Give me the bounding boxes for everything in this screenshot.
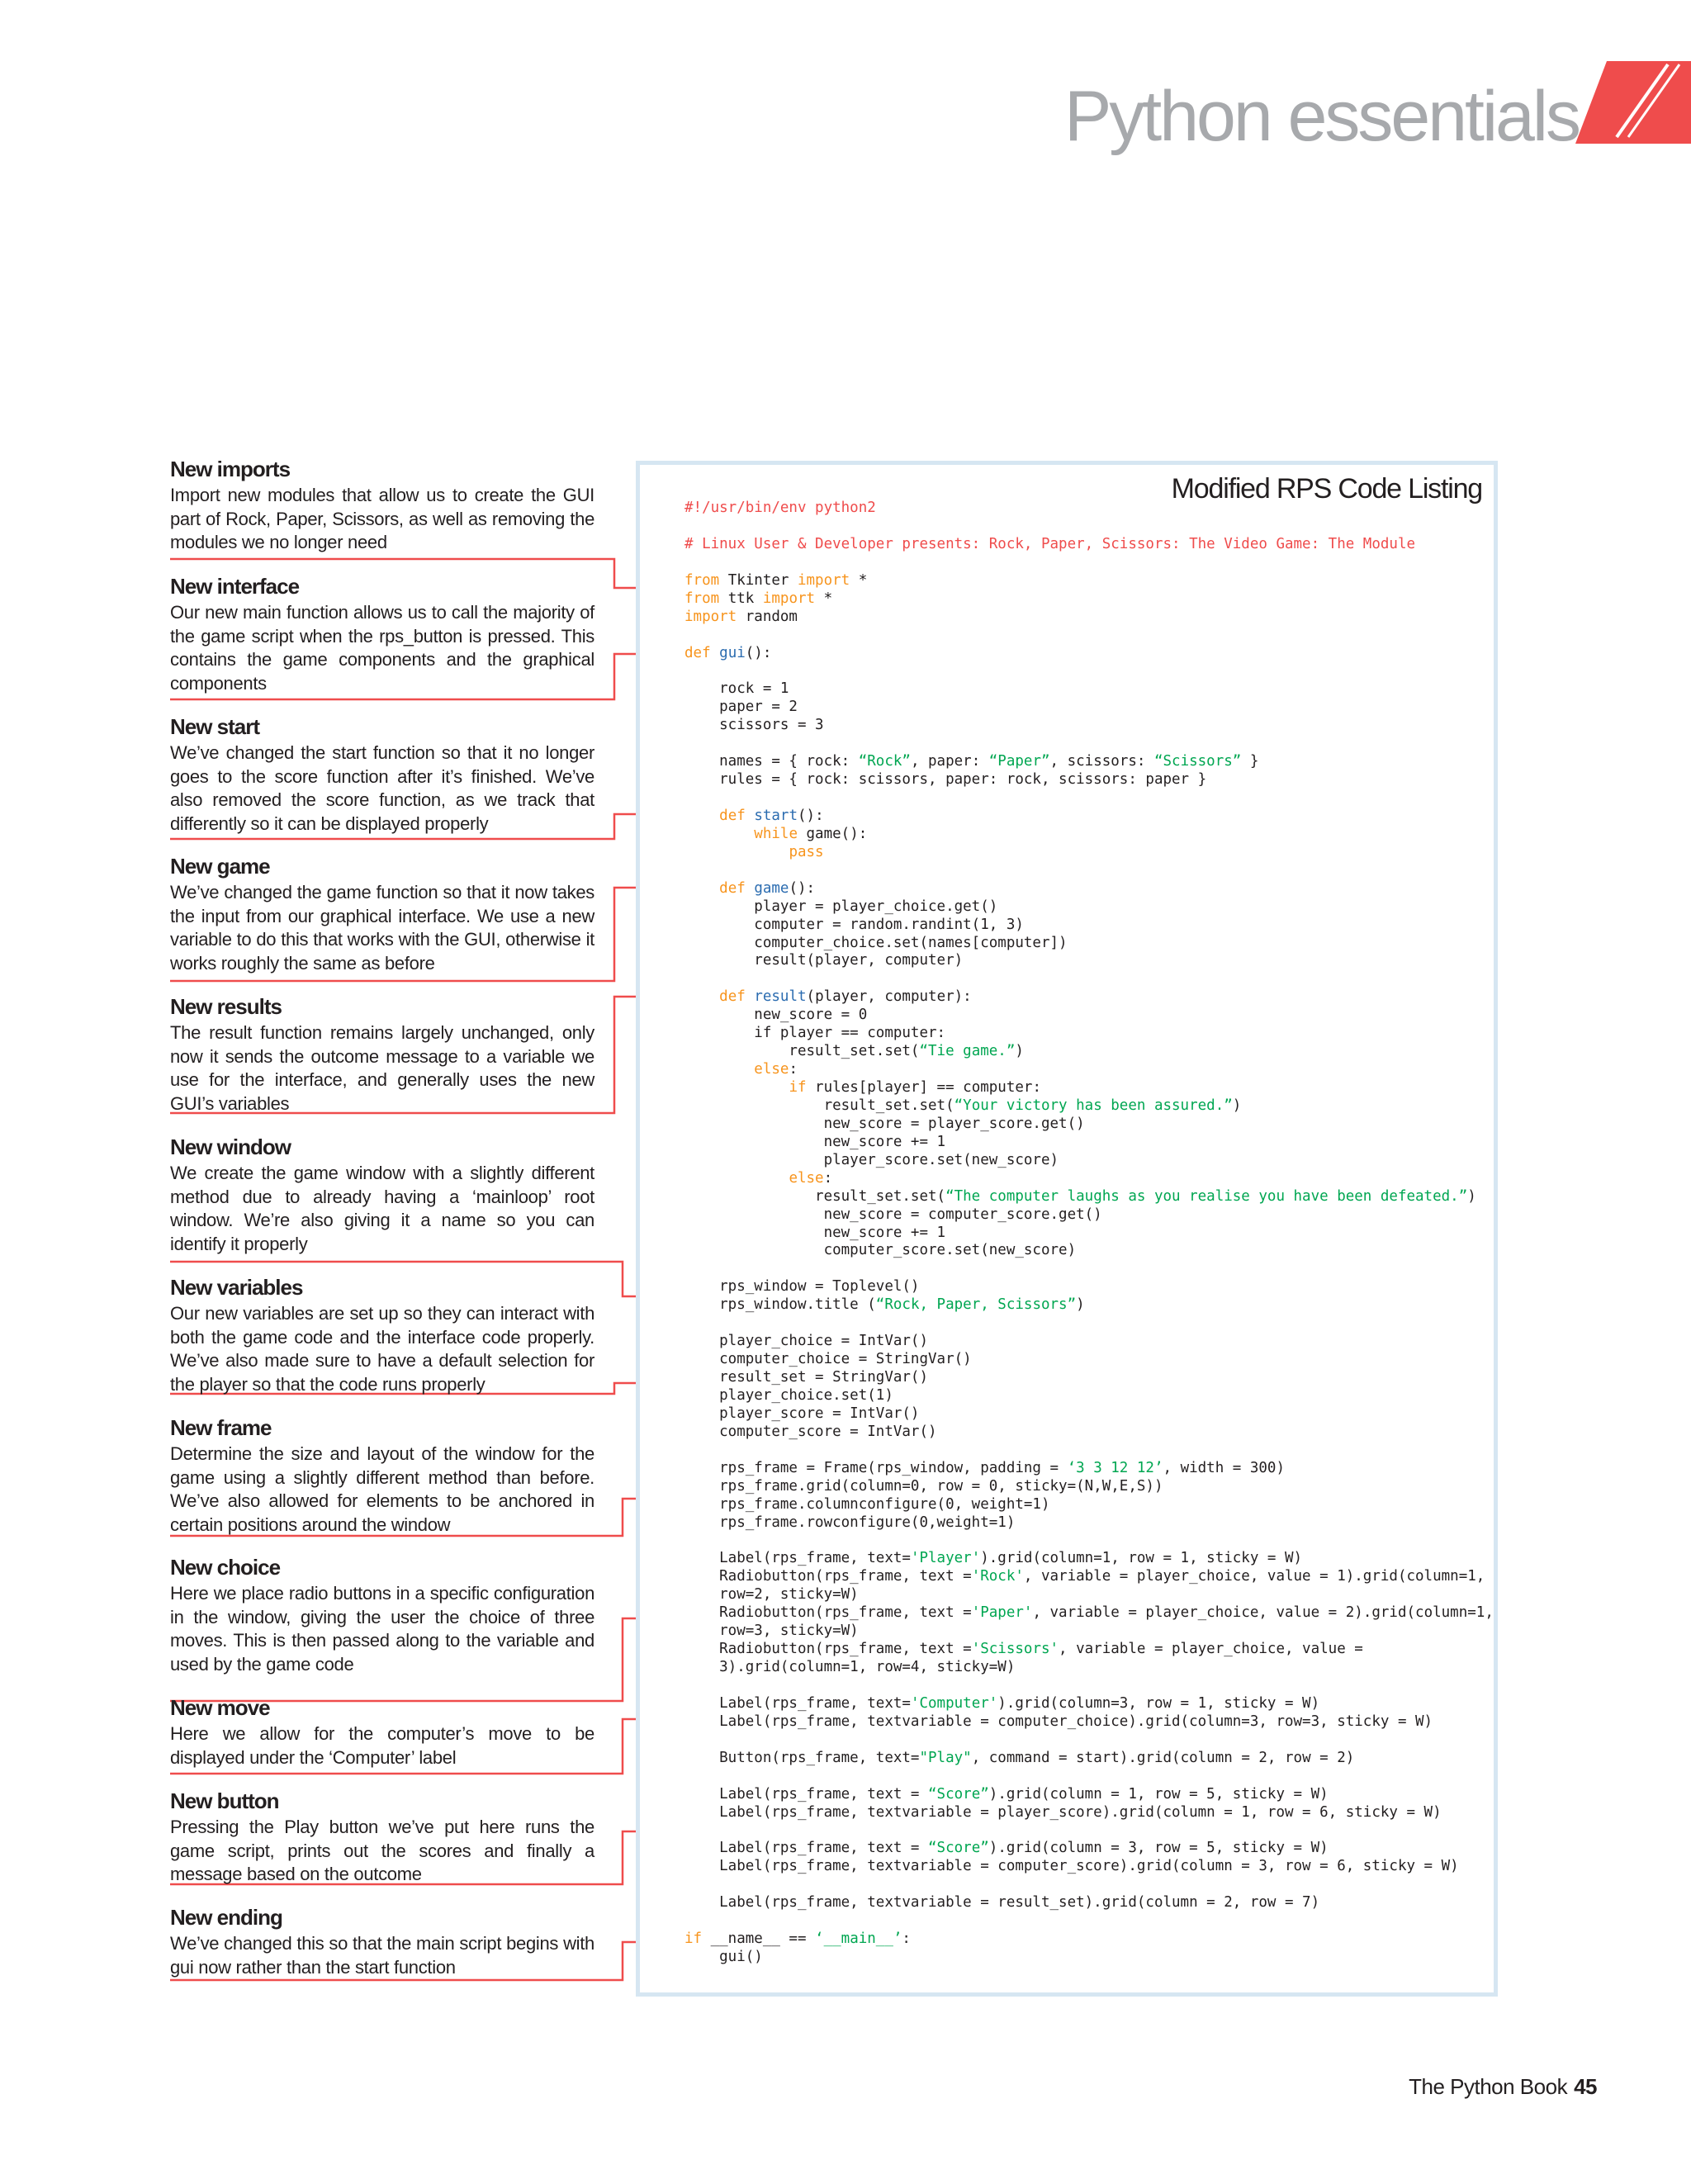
code-line <box>684 1532 1494 1550</box>
code-line <box>684 1840 1494 1858</box>
code-line <box>684 1822 1494 1840</box>
annotation-note <box>170 1134 594 1256</box>
code-token: Tkinter <box>719 571 798 589</box>
code-token: Radiobutton(rps_frame, text = <box>684 1568 972 1585</box>
code-line <box>684 1568 1494 1586</box>
code-token: game(): <box>797 825 868 842</box>
code-token: } <box>1241 753 1259 770</box>
annotation-heading: New button <box>170 1788 279 1813</box>
code-line <box>684 1641 1494 1659</box>
code-line <box>684 735 1494 753</box>
code-token: from <box>684 571 720 589</box>
code-token <box>684 1170 789 1187</box>
code-token: if <box>684 1931 703 1948</box>
code-line <box>684 1188 1494 1206</box>
code-token: player_score = IntVar() <box>684 1405 920 1422</box>
code-token: Radiobutton(rps_frame, text = <box>684 1604 972 1622</box>
code-line <box>684 680 1494 699</box>
code-token: “Score” <box>928 1785 989 1803</box>
annotation-text: Our new main function allows us to call the majority of the game script when the rps_button is pressed. This contains the game components and the graphical components <box>170 602 594 694</box>
code-token: Label(rps_frame, text= <box>684 1550 911 1567</box>
code-token: result_set.set( <box>684 1043 920 1060</box>
annotation-heading: New frame <box>170 1415 272 1440</box>
page-footer <box>1409 2074 1597 2100</box>
code-line <box>684 1768 1494 1786</box>
code-token: 'Player' <box>910 1550 981 1567</box>
code-line <box>684 609 1494 627</box>
code-line <box>684 1496 1494 1514</box>
code-line <box>684 1260 1494 1278</box>
code-line <box>684 1732 1494 1750</box>
code-token: ) <box>1467 1187 1476 1205</box>
annotation-heading: New variables <box>170 1275 303 1300</box>
code-line <box>684 1894 1494 1912</box>
code-token: (): <box>745 644 772 661</box>
code-token: rules[player] == computer: <box>806 1079 1041 1096</box>
code-token: def <box>684 644 711 661</box>
code-token: “Score” <box>928 1840 989 1857</box>
code-token: rps_frame.grid(column=0, row = 0, sticky=(N,W,E,S)) <box>684 1477 1163 1495</box>
annotation-heading: New ending <box>170 1905 282 1930</box>
code-token: player_choice.set(1) <box>684 1386 893 1404</box>
code-token: result_set.set( <box>684 1187 946 1205</box>
code-line <box>684 1007 1494 1025</box>
code-token: row=3, sticky=W) <box>684 1623 859 1640</box>
code-token: else <box>754 1061 789 1078</box>
code-token: new_score += 1 <box>684 1224 946 1241</box>
code-line <box>684 1586 1494 1604</box>
annotation-heading: New results <box>170 994 282 1019</box>
code-token <box>684 1079 789 1096</box>
code-line <box>684 1442 1494 1460</box>
code-token: * <box>850 571 868 589</box>
annotation-heading: New move <box>170 1695 270 1720</box>
code-token: ttk <box>719 590 763 607</box>
code-token: “Scissors” <box>1153 753 1242 770</box>
code-line <box>684 880 1494 898</box>
code-token: new_score = computer_score.get() <box>684 1206 1102 1223</box>
code-token: player_score.set(new_score) <box>684 1151 1059 1168</box>
code-token: pass <box>789 843 824 860</box>
section-title: Python essentials <box>1063 77 1579 156</box>
code-line <box>684 554 1494 572</box>
code-line <box>684 1333 1494 1351</box>
code-token: : <box>789 1061 798 1078</box>
code-line <box>684 862 1494 880</box>
code-token: ).grid(column=3, row = 1, sticky = W) <box>997 1694 1320 1712</box>
code-line <box>684 1786 1494 1804</box>
code-line <box>684 1170 1494 1188</box>
code-line <box>684 1478 1494 1496</box>
code-token: import <box>797 571 850 589</box>
code-token: result(player, computer) <box>684 952 964 969</box>
code-token: 'Computer' <box>910 1694 998 1712</box>
code-line <box>684 590 1494 609</box>
code-token: new_score += 1 <box>684 1133 946 1150</box>
code-token <box>684 880 719 897</box>
code-token: rps_frame = Frame(rps_window, padding = <box>684 1459 1068 1476</box>
code-token: ) <box>1076 1296 1085 1314</box>
code-token: 'Scissors' <box>971 1641 1059 1658</box>
code-line <box>684 1351 1494 1369</box>
code-token: player = player_choice.get() <box>684 898 998 915</box>
annotation-text: We’ve changed the start function so that it no longer goes to the score function after it’s finished. We’ve also removed the score function, as we track that differently so it can be displayed properly <box>170 742 594 834</box>
code-line <box>684 1315 1494 1333</box>
code-line <box>684 1278 1494 1296</box>
code-line <box>684 717 1494 735</box>
code-line <box>684 898 1494 917</box>
code-block <box>684 500 1494 1967</box>
code-token: computer = random.randint(1, 3) <box>684 916 1024 933</box>
code-token: row=2, sticky=W) <box>684 1586 859 1604</box>
code-token: ).grid(column=1, row = 1, sticky = W) <box>980 1550 1303 1567</box>
code-token: Label(rps_frame, text = <box>684 1785 929 1803</box>
code-line <box>684 536 1494 554</box>
code-line <box>684 771 1494 789</box>
code-token: “Your victory has been assured.” <box>954 1097 1233 1114</box>
code-token: result_set = StringVar() <box>684 1369 929 1386</box>
code-line <box>684 789 1494 808</box>
code-line <box>684 1713 1494 1732</box>
code-line <box>684 1387 1494 1405</box>
code-line <box>684 1623 1494 1641</box>
code-token: new_score = 0 <box>684 1007 868 1024</box>
code-token: , variable = player_choice, value = <box>1059 1641 1363 1658</box>
code-line <box>684 1931 1494 1949</box>
annotation-text: We create the game window with a slightly different method due to already having a ‘mainloop’ root window. We’re also giving it a name so you can identify it properly <box>170 1163 594 1254</box>
code-token: rules = { rock: scissors, paper: rock, scissors: paper } <box>684 771 1207 789</box>
code-token: while <box>754 825 798 842</box>
code-token: result <box>754 988 807 1006</box>
code-token <box>746 880 755 897</box>
annotation-heading: New choice <box>170 1555 281 1580</box>
code-line <box>684 970 1494 988</box>
annotation-note <box>170 1694 594 1769</box>
code-line <box>684 826 1494 844</box>
code-line <box>684 1206 1494 1225</box>
code-line <box>684 1695 1494 1713</box>
annotation-text: We’ve changed the game function so that it now takes the input from our graphical interface. We use a new variable to do this that works with the GUI, otherwise it works roughly the same as before <box>170 882 594 974</box>
annotation-note <box>170 1274 594 1396</box>
code-token: rps_frame.rowconfigure(0,weight=1) <box>684 1514 1016 1531</box>
code-token: 'Paper' <box>971 1604 1033 1622</box>
code-token: paper = 2 <box>684 699 798 716</box>
code-line <box>684 1405 1494 1424</box>
code-token: , paper: <box>910 753 989 770</box>
code-token: ) <box>1232 1097 1242 1114</box>
code-token: 'Rock' <box>971 1568 1024 1585</box>
annotation-heading: New game <box>170 854 270 879</box>
code-token: Label(rps_frame, textvariable = computer_choice).grid(column=3, row=3, sticky = W) <box>684 1713 1433 1730</box>
code-token: “Tie game.” <box>919 1043 1016 1060</box>
page-number: 45 <box>1574 2074 1597 2099</box>
code-token: (player, computer): <box>806 988 972 1006</box>
code-line <box>684 1424 1494 1442</box>
code-token: from <box>684 590 720 607</box>
code-token: if <box>789 1079 807 1096</box>
code-token: , variable = player_choice, value = 2).grid(column=1, <box>1032 1604 1494 1622</box>
code-token: __name__ == <box>702 1931 816 1948</box>
code-token: rps_window = Toplevel() <box>684 1278 920 1296</box>
code-token: : <box>823 1169 833 1187</box>
annotation-text: Pressing the Play button we’ve put here runs the game script, prints out the scores and finally a message based on the outcome <box>170 1817 594 1884</box>
code-line <box>684 1097 1494 1116</box>
code-token: new_score = player_score.get() <box>684 1115 1085 1132</box>
annotation-note <box>170 1904 594 1979</box>
code-token: ‘3 3 12 12’ <box>1067 1459 1163 1476</box>
code-line <box>684 1804 1494 1822</box>
code-token: names = { rock: <box>684 753 859 770</box>
code-line <box>684 1369 1494 1387</box>
code-token: “The computer laughs as you realise you have been defeated.” <box>945 1187 1468 1205</box>
code-token: , width = 300) <box>1163 1459 1286 1476</box>
code-token: random <box>737 608 798 625</box>
code-token: def <box>719 879 746 897</box>
code-line <box>684 518 1494 536</box>
code-line <box>684 753 1494 771</box>
annotation-heading: New window <box>170 1135 291 1159</box>
code-line <box>684 1134 1494 1152</box>
code-token: Label(rps_frame, text= <box>684 1694 911 1712</box>
code-line <box>684 699 1494 717</box>
code-token: Label(rps_frame, textvariable = result_set).grid(column = 2, row = 7) <box>684 1894 1320 1912</box>
code-token: game <box>754 879 789 897</box>
annotation-heading: New start <box>170 714 260 739</box>
code-line <box>684 1225 1494 1243</box>
code-token: Label(rps_frame, textvariable = computer_score).grid(column = 3, row = 6, sticky = W) <box>684 1858 1459 1875</box>
code-token: : <box>902 1931 911 1948</box>
code-token: (): <box>789 879 816 897</box>
annotation-note <box>170 1554 594 1676</box>
code-line <box>684 1296 1494 1315</box>
annotation-text: Our new variables are set up so they can interact with both the game code and the interface code properly. We’ve also made sure to have a default selection for the player so that the code runs properly <box>170 1303 594 1395</box>
code-token: rock = 1 <box>684 680 789 698</box>
code-line <box>684 1750 1494 1768</box>
code-token: (): <box>798 807 824 824</box>
code-line <box>684 1152 1494 1170</box>
code-line <box>684 1604 1494 1623</box>
code-token <box>684 826 754 842</box>
code-token: ).grid(column = 3, row = 5, sticky = W) <box>988 1840 1329 1857</box>
code-token <box>684 988 719 1005</box>
code-line <box>684 1025 1494 1043</box>
code-line <box>684 1949 1494 1967</box>
code-line <box>684 1858 1494 1876</box>
header-accent-graphic <box>1575 61 1691 144</box>
code-token: if player == computer: <box>684 1025 946 1042</box>
code-token <box>711 645 720 661</box>
annotation-note <box>170 1788 594 1887</box>
code-line <box>684 627 1494 645</box>
code-token: #!/usr/bin/env python2 <box>684 500 876 516</box>
code-token: # Linux User & Developer presents: Rock, Paper, Scissors: The Video Game: The Module <box>684 535 1416 552</box>
annotation-text: We’ve changed this so that the main script begins with gui now rather than the start function <box>170 1933 594 1978</box>
annotation-note <box>170 713 594 836</box>
code-token: ‘__main__’ <box>815 1931 902 1948</box>
code-line <box>684 1079 1494 1097</box>
code-token: player_choice = IntVar() <box>684 1333 929 1350</box>
code-line <box>684 1460 1494 1478</box>
annotation-note <box>170 573 594 695</box>
code-token: Button(rps_frame, text= <box>684 1749 920 1766</box>
code-line <box>684 988 1494 1007</box>
annotation-heading: New imports <box>170 457 291 481</box>
code-token <box>684 1061 754 1078</box>
code-token: result_set.set( <box>684 1097 954 1114</box>
code-token: gui() <box>684 1949 763 1965</box>
annotation-note <box>170 993 594 1116</box>
code-listing-title: Modified RPS Code Listing <box>1171 473 1482 505</box>
code-line <box>684 808 1494 826</box>
book-title: The Python Book <box>1409 2074 1568 2099</box>
code-token: start <box>754 807 798 824</box>
code-token <box>684 808 719 824</box>
code-token: computer_choice.set(names[computer]) <box>684 934 1068 951</box>
annotation-note <box>170 1414 594 1537</box>
annotation-text: Here we allow for the computer’s move to be displayed under the ‘Computer’ label <box>170 1723 594 1768</box>
code-line <box>684 1677 1494 1695</box>
code-token: , command = start).grid(column = 2, row = 2) <box>971 1749 1355 1766</box>
annotation-heading: New interface <box>170 574 300 599</box>
code-token: Label(rps_frame, textvariable = player_score).grid(column = 1, row = 6, sticky = W) <box>684 1803 1442 1821</box>
code-line <box>684 844 1494 862</box>
annotation-note <box>170 853 594 975</box>
annotation-text: The result function remains largely unchanged, only now it sends the outcome message to a variable we use for the interface, and generally uses the new GUI’s variables <box>170 1022 594 1114</box>
code-token: import <box>762 590 816 607</box>
code-token: , variable = player_choice, value = 1).grid(column=1, <box>1023 1568 1485 1585</box>
code-token: computer_choice = StringVar() <box>684 1351 972 1368</box>
code-token: computer_score.set(new_score) <box>684 1242 1077 1259</box>
code-token: “Paper” <box>988 753 1050 770</box>
code-token <box>684 844 789 860</box>
code-line <box>684 1514 1494 1533</box>
code-token: ) <box>1015 1043 1024 1060</box>
code-line <box>684 1876 1494 1894</box>
code-line <box>684 662 1494 680</box>
annotation-text: Here we place radio buttons in a specific configuration in the window, giving the user the choice of three moves. This is then passed along to the variable and used by the game code <box>170 1583 594 1675</box>
code-line <box>684 500 1494 518</box>
code-token <box>746 988 755 1005</box>
code-token: , scissors: <box>1049 753 1154 770</box>
code-token: rps_window.title ( <box>684 1296 876 1314</box>
code-token: * <box>815 590 833 607</box>
code-token: scissors = 3 <box>684 717 824 734</box>
code-line <box>684 1061 1494 1079</box>
code-token: computer_score = IntVar() <box>684 1423 937 1440</box>
code-line <box>684 917 1494 935</box>
code-token: def <box>719 807 746 824</box>
code-line <box>684 1242 1494 1260</box>
code-token: Radiobutton(rps_frame, text = <box>684 1641 972 1658</box>
annotation-text: Determine the size and layout of the window for the game using a slightly different method than before. We’ve also allowed for elements to be anchored in certain positions around the window <box>170 1443 594 1535</box>
code-token: "Play" <box>919 1749 972 1766</box>
code-token: import <box>684 608 737 625</box>
code-token: “Rock” <box>858 753 911 770</box>
annotation-note <box>170 456 594 555</box>
code-token: Label(rps_frame, text = <box>684 1840 929 1857</box>
code-line <box>684 572 1494 590</box>
code-token: else <box>789 1169 824 1187</box>
code-token: ).grid(column = 1, row = 5, sticky = W) <box>988 1785 1329 1803</box>
code-line <box>684 1912 1494 1931</box>
code-line <box>684 1659 1494 1677</box>
code-line <box>684 1043 1494 1061</box>
code-token: gui <box>719 644 746 661</box>
code-line <box>684 952 1494 970</box>
code-line <box>684 645 1494 663</box>
code-line <box>684 935 1494 953</box>
code-line <box>684 1116 1494 1134</box>
code-token: 3).grid(column=1, row=4, sticky=W) <box>684 1659 1016 1675</box>
code-token: rps_frame.columnconfigure(0, weight=1) <box>684 1495 1050 1513</box>
code-line <box>684 1550 1494 1568</box>
code-listing-panel <box>636 461 1498 1997</box>
code-token: def <box>719 988 746 1006</box>
code-token: “Rock, Paper, Scissors” <box>875 1296 1077 1314</box>
code-token <box>746 808 755 824</box>
annotation-text: Import new modules that allow us to create the GUI part of Rock, Paper, Scissors, as well as removing the modules we no longer need <box>170 485 594 552</box>
